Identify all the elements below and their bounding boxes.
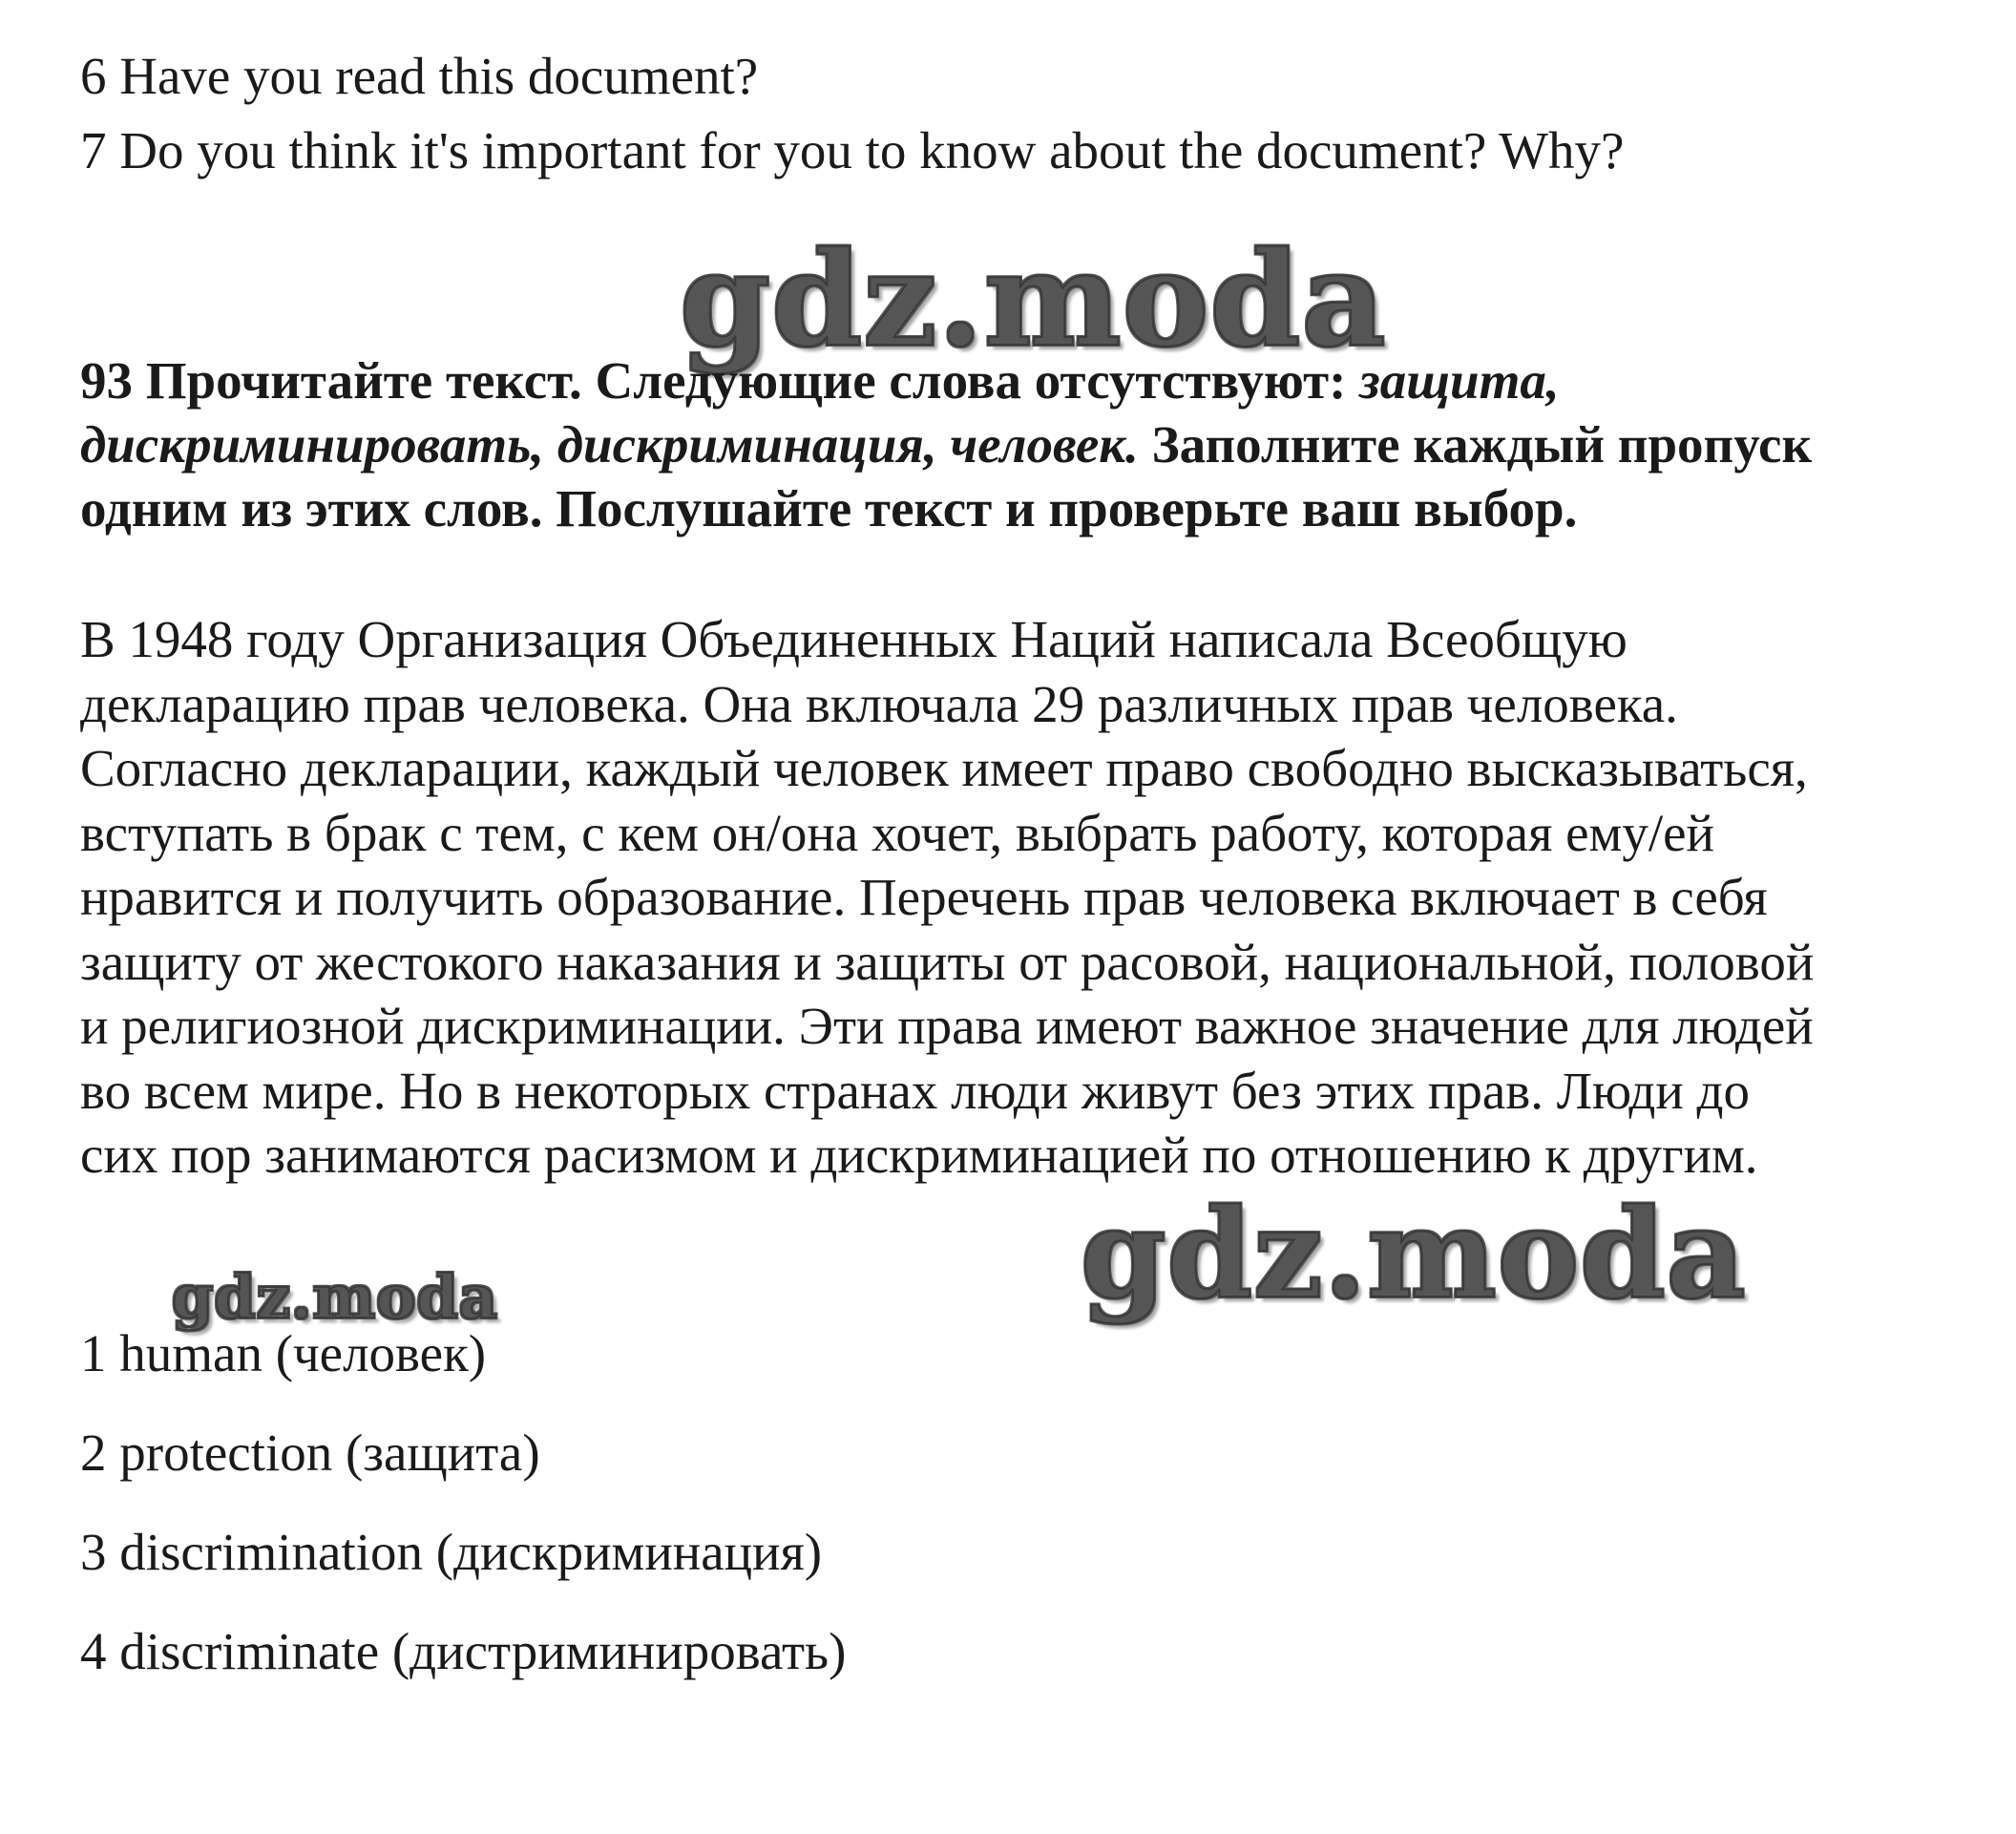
answer-item: 2 protection (защита) [80, 1423, 540, 1482]
watermark-logo: gdz.moda [680, 223, 1387, 376]
paragraph-line: и религиозной дискриминации. Эти права имеют важное значение для людей [80, 997, 1814, 1055]
paragraph-line: защиту от жестокого наказания и защиты от расовой, национальной, половой [80, 932, 1815, 991]
answer-item: 1 human (человек) [80, 1324, 487, 1382]
watermark-logo: gdz.moda [172, 1262, 498, 1332]
task-intro: 93 Прочитайте текст. Следующие слова отсутствуют: [80, 351, 1360, 410]
task-missing-words: защита, дискриминировать, дискриминация, человек. [80, 351, 1560, 474]
answer-item: 3 discrimination (дискриминация) [80, 1523, 823, 1581]
paragraph-line: сих пор занимаются расизмом и дискриминацией по отношению к другим. [80, 1126, 1758, 1184]
paragraph-line: во всем мире. Но в некоторых странах люди живут без этих прав. Люди до [80, 1061, 1750, 1120]
task-instruction: Заполните каждый пропуск одним из этих слов. Послушайте текст и проверьте ваш выбор. [80, 415, 1813, 538]
paragraph-line: вступать в брак с тем, с кем он/она хочет, выбрать работу, которая ему/ей [80, 803, 1714, 862]
paragraph-line: Согласно декларации, каждый человек имеет право свободно высказываться, [80, 739, 1808, 797]
paragraph-line: В 1948 году Организация Объединенных Наций написала Всеобщую [80, 610, 1628, 668]
question-7: 7 Do you think it's important for you to know about the document? Why? [80, 121, 1625, 179]
paragraph-line: нравится и получить образование. Перечень прав человека включает в себя [80, 868, 1768, 926]
task-heading [80, 348, 1951, 540]
answer-item: 4 discriminate (дистриминировать) [80, 1622, 847, 1680]
question-6: 6 Have you read this document? [80, 47, 759, 105]
watermark-logo: gdz.moda [1081, 1183, 1747, 1326]
text-paragraph [80, 607, 1975, 1188]
paragraph-line: декларацию прав человека. Она включала 29 различных прав человека. [80, 674, 1678, 733]
